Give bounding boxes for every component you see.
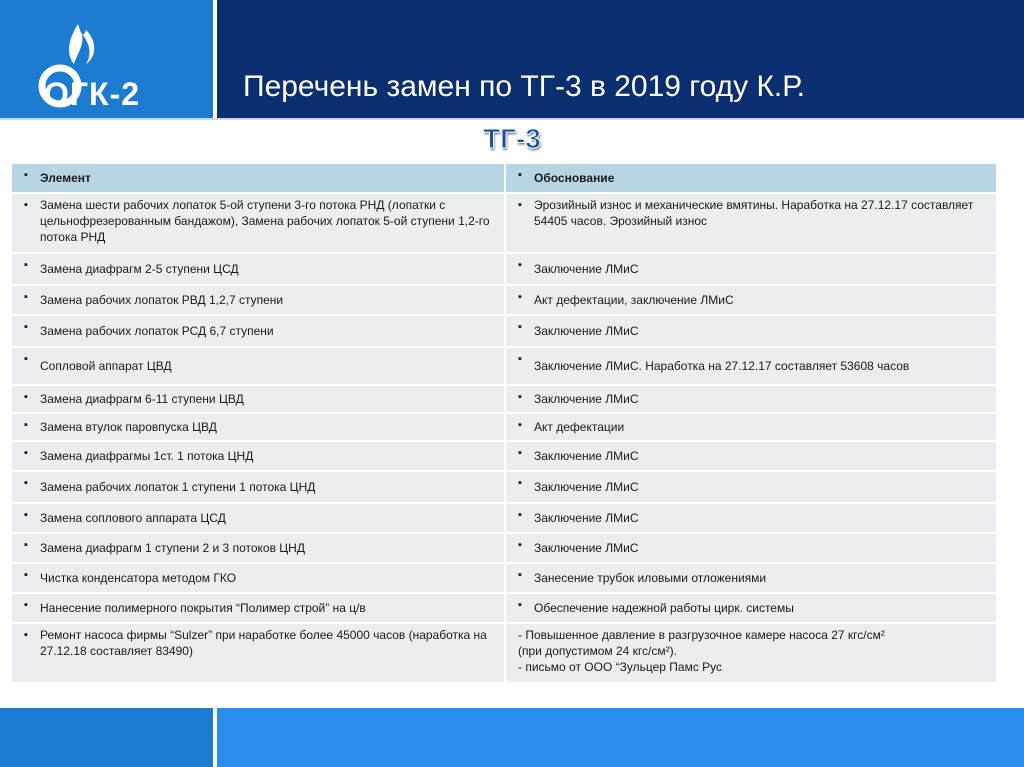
cell-element: ▪ Замена диафрагм 6-11 ступени ЦВД [12,386,504,412]
cell-element: ▪ Сопловой аппарат ЦВД [12,348,504,384]
replacement-table [12,162,996,684]
cell-justification: ▪ Заключение ЛМиС [504,386,996,412]
table-row [12,414,996,440]
table-row [12,594,996,622]
cell-element: ▪ Замена рабочих лопаток РВД 1,2,7 ступени [12,286,504,314]
cell-justification: ▪ Акт дефектации, заключение ЛМиС [504,286,996,314]
cell-element: ▪ Замена втулок паровпуска ЦВД [12,414,504,440]
cell-justification: ▪ Эрозийный износ и механические вмятины. Наработка на 27.12.17 составляет 54405 часов. Эрозийный износ [504,194,996,252]
table-row [12,472,996,502]
footer-right-panel [217,708,1024,767]
cell-element: ▪ Чистка конденсатора методом ГКО [12,564,504,592]
table-row [12,564,996,592]
cell-justification: ▪ Обеспечение надежной работы цирк. системы [504,594,996,622]
cell-element: ▪ Замена шести рабочих лопаток 5-ой ступени 3-го потока РНД (лопатки с цельнофрезерованным бандажом), Замена рабочих лопаток 5-ой ступени 1,2-го потока РНД [12,194,504,252]
cell-element: ▪ Замена рабочих лопаток РСД 6,7 ступени [12,316,504,346]
cell-element: ▪ Замена рабочих лопаток 1 ступени 1 потока ЦНД [12,472,504,502]
table-row [12,534,996,562]
cell-justification: ▪ Заключение ЛМиС [504,472,996,502]
logo-wordmark: ОГК-2 [44,76,141,112]
table-row [12,254,996,284]
table-row [12,504,996,532]
cell-justification: ▪ Заключение ЛМиС [504,254,996,284]
cell-element: ▪ Замена соплового аппарата ЦСД [12,504,504,532]
header-divider [0,118,1024,120]
table-header-row [12,164,996,192]
cell-justification: ▪ Занесение трубок иловыми отложениями [504,564,996,592]
table-row [12,194,996,252]
cell-element: ▪ Ремонт насоса фирмы “Sulzer” при наработке более 45000 часов (наработка на 27.12.18 составляет 83490) [12,624,504,682]
cell-element: ▪ Замена диафрагм 1 ступени 2 и 3 потоков ЦНД [12,534,504,562]
replacement-table-container [12,162,996,684]
column-header-justification: ▪ Обоснование [504,164,996,192]
column-header-element: ▪ Элемент [12,164,504,192]
table-row [12,386,996,412]
cell-element: ▪ Замена диафрагмы 1ст. 1 потока ЦНД [12,442,504,470]
cell-justification: ▪ Заключение ЛМиС [504,316,996,346]
table-row [12,442,996,470]
table-row [12,316,996,346]
unit-label: ТГ-3 [483,123,541,154]
page-title: Перечень замен по ТГ-3 в 2019 году К.Р. [243,70,805,103]
cell-justification: - Повышенное давление в разгрузочное камере насоса 27 кгс/см² (при допустимом 24 кгс/см²). - письмо от ООО “Зульцер Памс Рус [504,624,996,682]
cell-justification: ▪ Заключение ЛМиС [504,442,996,470]
cell-element: ▪ Нанесение полимерного покрытия “Полимер строй” на ц/в [12,594,504,622]
cell-element: ▪ Замена диафрагм 2-5 ступени ЦСД [12,254,504,284]
footer-left-panel [0,708,213,767]
cell-justification: ▪ Акт дефектации [504,414,996,440]
table-row [12,624,996,682]
cell-justification: ▪ Заключение ЛМиС. Наработка на 27.12.17 составляет 53608 часов [504,348,996,384]
cell-justification: ▪ Заключение ЛМиС [504,504,996,532]
cell-justification: ▪ Заключение ЛМиС [504,534,996,562]
table-row [12,348,996,384]
table-row [12,286,996,314]
